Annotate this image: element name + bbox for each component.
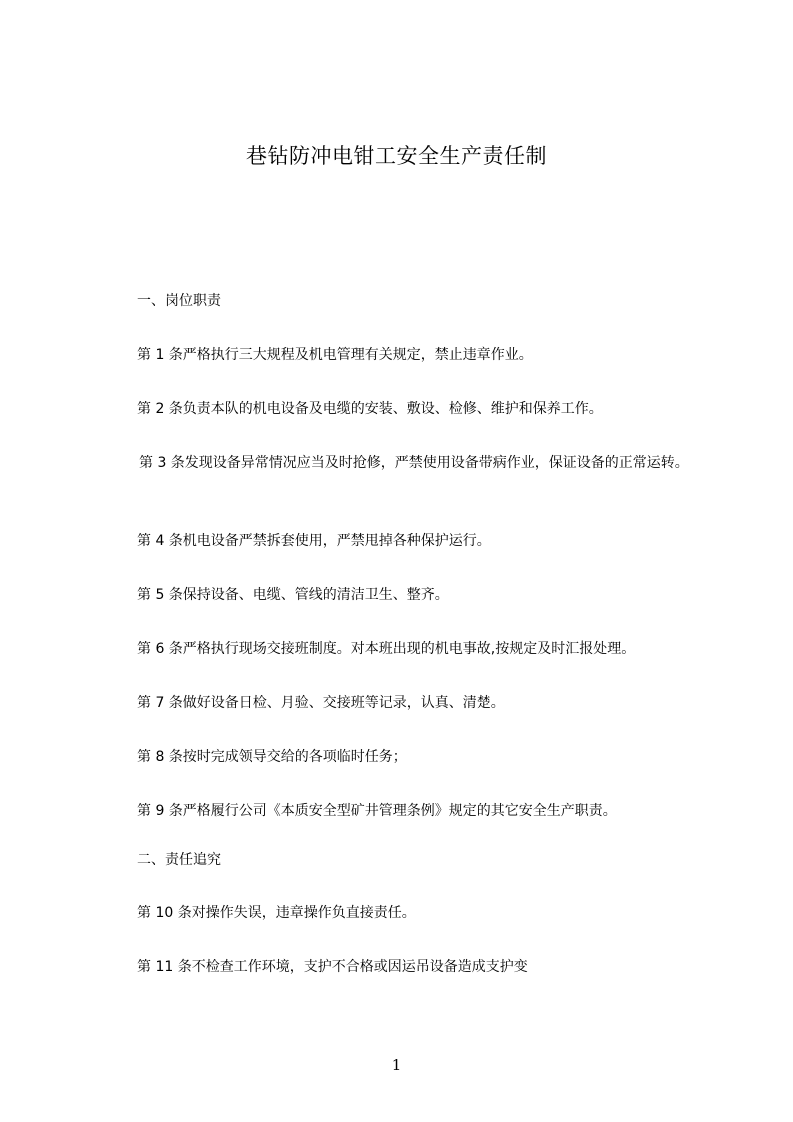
article-7: 第 7 条做好设备日检、月验、交接班等记录，认真、清楚。 xyxy=(137,695,505,711)
article-10: 第 10 条对操作失误，违章操作负直接责任。 xyxy=(137,905,416,921)
article-6: 第 6 条严格执行现场交接班制度。对本班出现的机电事故,按规定及时汇报处理。 xyxy=(137,641,636,657)
article-2: 第 2 条负责本队的机电设备及电缆的安装、敷设、检修、维护和保养工作。 xyxy=(137,401,603,417)
article-5: 第 5 条保持设备、电缆、管线的清洁卫生、整齐。 xyxy=(137,587,449,603)
article-8: 第 8 条按时完成领导交给的各项临时任务； xyxy=(137,749,407,765)
section-heading-duties: 一、岗位职责 xyxy=(137,293,221,309)
page-number: 1 xyxy=(391,1056,402,1074)
article-11: 第 11 条不检查工作环境，支护不合格或因运吊设备造成支护变 xyxy=(137,959,528,975)
article-1: 第 1 条严格执行三大规程及机电管理有关规定，禁止违章作业。 xyxy=(137,347,533,363)
article-4: 第 4 条机电设备严禁拆套使用，严禁甩掉各种保护运行。 xyxy=(137,533,491,549)
article-3: 第 3 条发现设备异常情况应当及时抢修，严禁使用设备带病作业，保证设备的正常运转。 xyxy=(139,455,689,471)
document-title: 巷钻防冲电钳工安全生产责任制 xyxy=(246,144,547,168)
article-9: 第 9 条严格履行公司《本质安全型矿井管理条例》规定的其它安全生产职责。 xyxy=(137,803,617,819)
section-heading-accountability: 二、责任追究 xyxy=(137,852,221,868)
